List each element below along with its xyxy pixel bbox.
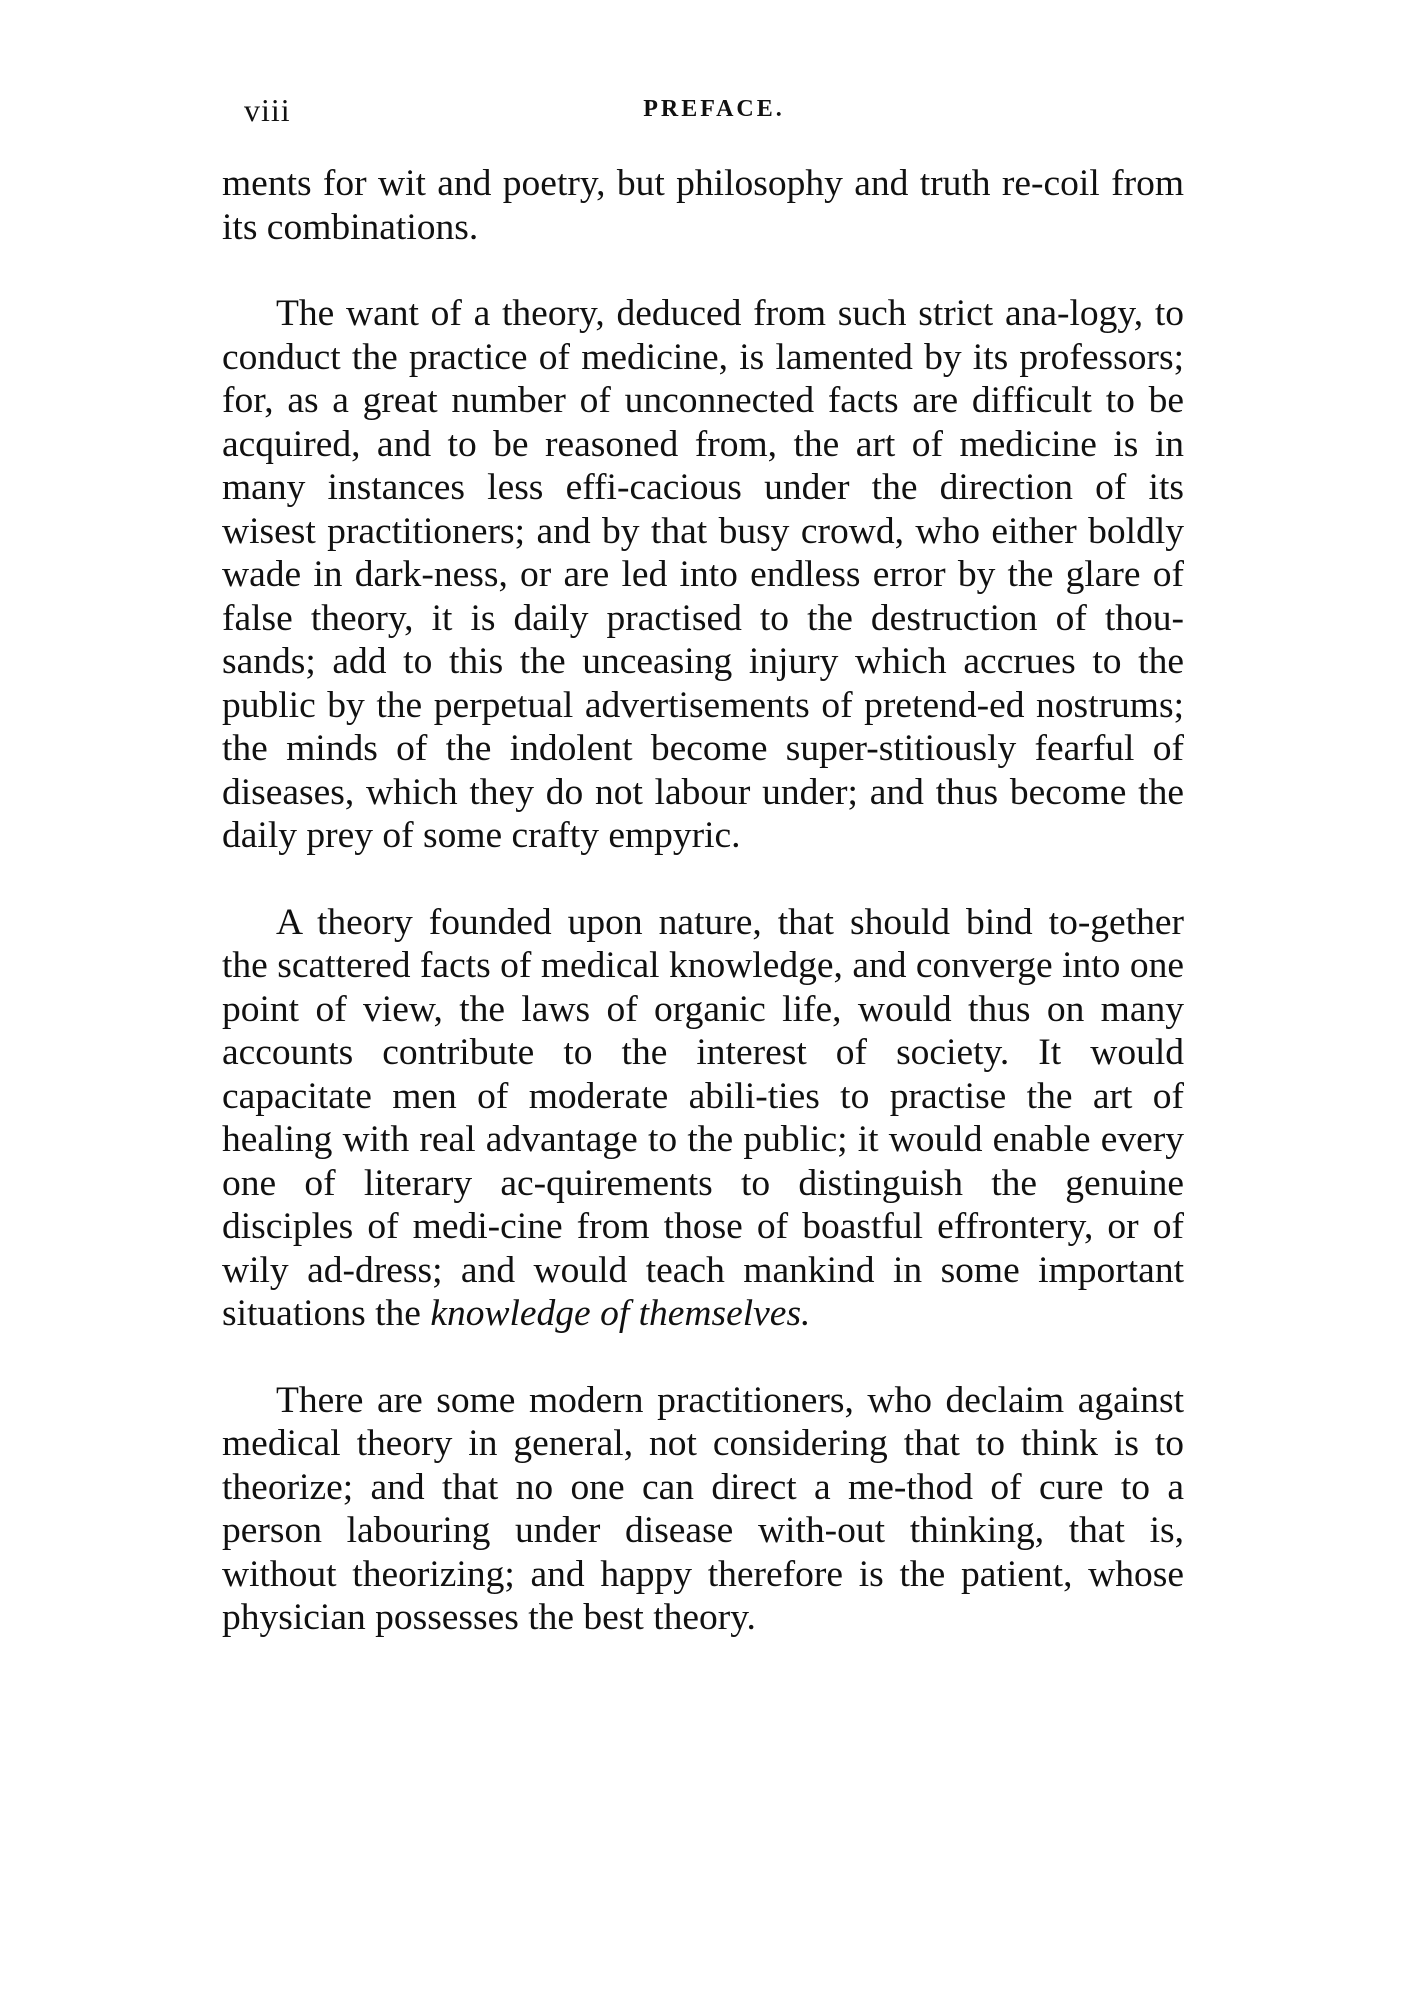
page-number: viii [244, 92, 291, 128]
running-head [244, 92, 1184, 132]
body-text [222, 162, 1184, 1683]
paragraph-3-text: A theory founded upon nature, that should bind to-gether the scattered facts of medical knowledge, and converge into one point of view, the laws of organic life, would thus on many accounts contribute to the interest of society. It would capacitate men of moderate abili-ties to practise the art of healing with real advantage to the public; it would enable every one of literary ac-quirements to distinguish the genuine disciples of medi-cine from those of boastful effrontery, or of wily ad-dress; and would teach mankind in some important situations the [222, 901, 1184, 1334]
paragraph-2: The want of a theory, deduced from such strict ana-logy, to conduct the practice of medicine, is lamented by its professors; for, as a great number of unconnected facts are difficult to be acquired, and to be reasoned from, the art of medicine is in many instances less effi-cacious under the direction of its wisest practitioners; and by that busy crowd, who either boldly wade in dark-ness, or are led into endless error by the glare of false theory, it is daily practised to the destruction of thou-sands; add to this the unceasing injury which accrues to the public by the perpetual advertisements of pretend-ed nostrums; the minds of the indolent become super-stitiously fearful of diseases, which they do not labour under; and thus become the daily prey of some crafty empyric. [222, 293, 1184, 856]
paragraph-3 [222, 901, 1184, 1336]
paragraph-1: ments for wit and poetry, but philosophy and truth re-coil from its combinations. [222, 163, 1184, 248]
running-head-title: PREFACE. [643, 96, 785, 122]
paragraph-4: There are some modern practitioners, who declaim against medical theory in general, not considering that to think is to theorize; and that no one can direct a me-thod of cure to a person labouring under disease with-out thinking, that is, without theorizing; and happy therefore is the patient, whose physician possesses the best theory. [222, 1379, 1184, 1638]
paragraph-3-emphasis: knowledge of themselves. [430, 1293, 811, 1334]
